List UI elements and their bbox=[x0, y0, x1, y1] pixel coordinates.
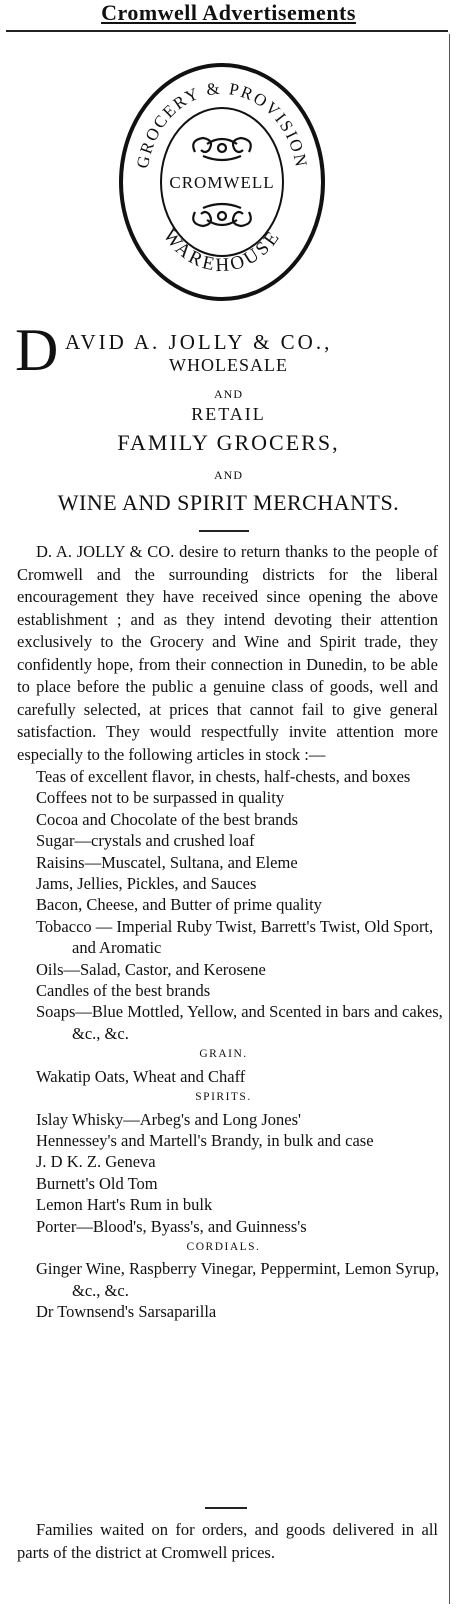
business-name-rest: AVID A. JOLLY & CO., bbox=[65, 330, 333, 354]
stock-item-text: Islay Whisky—Arbeg's and Long Jones' bbox=[36, 1109, 302, 1129]
stock-item bbox=[0, 1109, 457, 1130]
stock-section-heading bbox=[0, 1087, 457, 1108]
stock-item-text: Raisins—Muscatel, Sultana, and Eleme bbox=[36, 852, 298, 872]
stock-item-text: J. D K. Z. Geneva bbox=[36, 1152, 156, 1172]
stock-item-text: Bacon, Cheese, and Butter of prime quality bbox=[36, 895, 322, 915]
stock-item bbox=[0, 1151, 457, 1172]
stock-section-heading-text: CORDIALS. bbox=[186, 1240, 261, 1253]
stock-item-text: Sugar—crystals and crushed loaf bbox=[36, 831, 255, 851]
stock-item bbox=[0, 1066, 457, 1087]
stock-item bbox=[0, 1258, 457, 1301]
stock-item-text: Cocoa and Chocolate of the best brands bbox=[36, 809, 299, 829]
seal-ornament-bottom-icon bbox=[193, 204, 251, 226]
seal-arc-top: GROCERY & PROVISION bbox=[132, 78, 312, 170]
seal-ornament-top-icon bbox=[193, 138, 251, 160]
stock-item-text: Soaps—Blue Mottled, Yellow, and Scented in bars and cakes, &c., &c. bbox=[36, 1002, 443, 1043]
stock-item bbox=[0, 1216, 457, 1237]
stock-item bbox=[0, 787, 457, 808]
stock-item-text: Teas of excellent flavor, in chests, half-chests, and boxes bbox=[36, 767, 411, 786]
stock-section-heading-text: GRAIN. bbox=[199, 1048, 248, 1061]
stock-section-heading bbox=[0, 1237, 457, 1258]
divider-rule-1 bbox=[199, 530, 249, 532]
stock-item bbox=[0, 1173, 457, 1194]
stock-item bbox=[0, 959, 457, 980]
stock-item-text: Jams, Jellies, Pickles, and Sauces bbox=[36, 874, 257, 894]
stock-item bbox=[0, 830, 457, 851]
wholesale-heading: WHOLESALE bbox=[169, 355, 288, 375]
conjunction-and-2: AND bbox=[214, 468, 243, 482]
stock-item bbox=[0, 1130, 457, 1151]
stock-item-text: Lemon Hart's Rum in bulk bbox=[36, 1195, 213, 1215]
stock-item bbox=[0, 852, 457, 873]
stock-item-text: Oils—Salad, Castor, and Kerosene bbox=[36, 959, 266, 979]
stock-item-text: Ginger Wine, Raspberry Vinegar, Peppermint, Lemon Syrup, &c., &c. bbox=[36, 1259, 440, 1300]
stock-item-text: Hennessey's and Martell's Brandy, in bulk and case bbox=[36, 1130, 374, 1150]
header-rule bbox=[6, 30, 448, 32]
seal-center-text: CROMWELL bbox=[169, 173, 275, 192]
stock-item bbox=[0, 809, 457, 830]
warehouse-seal bbox=[117, 60, 327, 305]
family-grocers-heading: FAMILY GROCERS, bbox=[117, 430, 340, 455]
stock-item-text: Candles of the best brands bbox=[36, 981, 211, 1001]
stock-item-text: Burnett's Old Tom bbox=[36, 1173, 158, 1193]
divider-rule-2 bbox=[205, 1507, 247, 1509]
stock-item bbox=[0, 1001, 457, 1044]
stock-item bbox=[0, 980, 457, 1001]
intro-paragraph: D. A. JOLLY & CO. desire to return thanks to the people of Cromwell and the surrounding districts for the liberal encouragement they have received since opening the above establishment ; and as they intend devoting their attention exclusively to the Grocery and Wine and Spirit trade, they confidently hope, from their connection in Dunedin, to be able to place before the public a genuine class of goods, well and carefully selected, at prices that cannot fail to give general satisfaction. They would respectfully invite attention more especially to the following articles in stock :— bbox=[17, 542, 438, 764]
stock-item-text: Wakatip Oats, Wheat and Chaff bbox=[36, 1066, 246, 1086]
stock-section-heading bbox=[0, 1044, 457, 1065]
stock-item bbox=[0, 1301, 457, 1322]
stock-item bbox=[0, 1194, 457, 1215]
seal-arc-bottom: WAREHOUSE bbox=[158, 225, 286, 277]
conjunction-and-1: AND bbox=[214, 387, 243, 401]
stock-item-text: Porter—Blood's, Byass's, and Guinness's bbox=[36, 1216, 307, 1236]
stock-item-text: Tobacco — Imperial Ruby Twist, Barrett's Twist, Old Sport, and Aromatic bbox=[36, 916, 434, 958]
stock-item bbox=[0, 894, 457, 915]
stock-item bbox=[0, 916, 457, 959]
retail-heading: RETAIL bbox=[191, 404, 266, 424]
closing-paragraph: Families waited on for orders, and goods delivered in all parts of the district at Cromwell prices. bbox=[17, 1520, 438, 1562]
stock-item bbox=[0, 873, 457, 894]
stock-list bbox=[0, 766, 457, 1323]
page-header-title: Cromwell Advertisements bbox=[101, 0, 356, 25]
stock-item-text: Dr Townsend's Sarsaparilla bbox=[36, 1302, 217, 1322]
stock-section-heading-text: SPIRITS. bbox=[195, 1091, 252, 1104]
stock-item bbox=[0, 766, 457, 787]
business-name-drop-cap: D bbox=[15, 317, 59, 383]
wine-merchants-heading: WINE AND SPIRIT MERCHANTS. bbox=[57, 490, 400, 515]
stock-item-text: Coffees not to be surpassed in quality bbox=[36, 788, 285, 808]
